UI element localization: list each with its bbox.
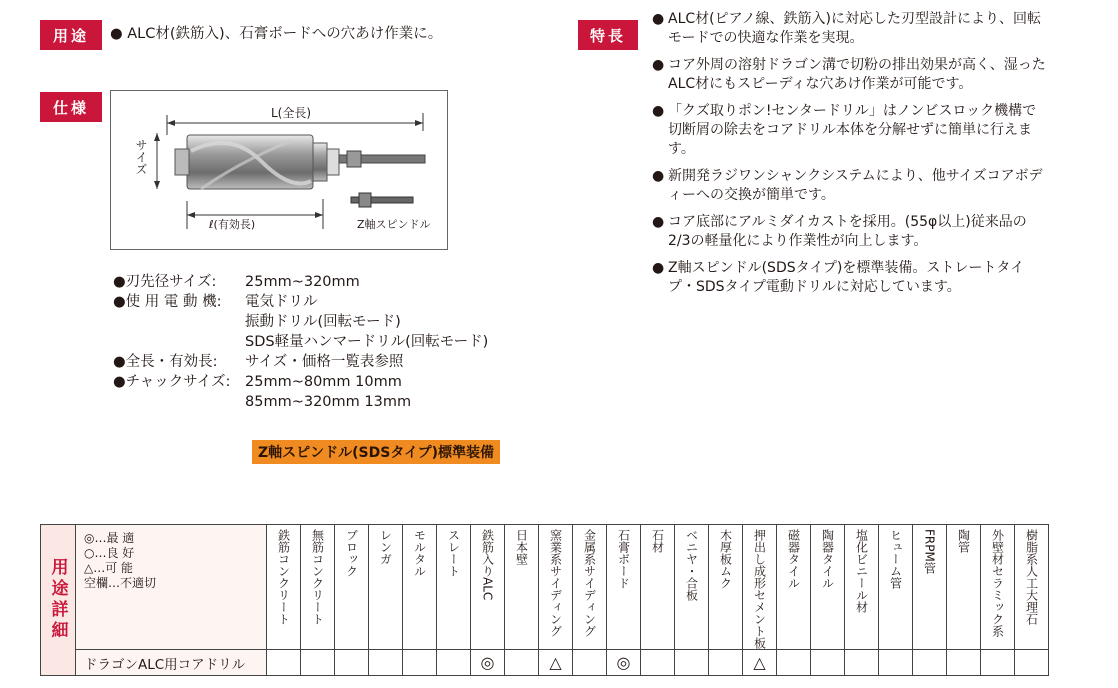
feature-item: ● Z軸スピンドル(SDSタイプ)を標準装備。ストレートタイプ・SDSタイプ電動ドリルに対応しています。: [652, 259, 1048, 297]
column-header: スレート: [437, 525, 471, 650]
feature-item: ● コア底部にアルミダイカストを採用。(55φ以上)従来品の2/3の軽量化により作業性が向上します。: [652, 213, 1048, 251]
usage-tag: 用途: [40, 20, 102, 50]
spindle-label: Z軸スピンドル: [357, 218, 431, 231]
size-label: サイズ: [134, 139, 148, 175]
usage-detail-label: 用途詳細: [41, 525, 76, 676]
mark-cell: [335, 650, 369, 676]
mark-cell: △: [743, 650, 777, 676]
column-header: ブロック: [335, 525, 369, 650]
spec-row: [113, 272, 488, 292]
effective-length-label: ℓ(有効長): [209, 218, 256, 231]
mark-cell: [437, 650, 471, 676]
column-header: 石材: [641, 525, 675, 650]
mark-cell: [403, 650, 437, 676]
mark-cell: [369, 650, 403, 676]
spec-label: ●チャックサイズ:: [113, 374, 231, 390]
mark-cell: [845, 650, 879, 676]
spec-label: ●刃先径サイズ:: [113, 274, 217, 290]
spec-list: [113, 272, 488, 412]
mark-cell: △: [539, 650, 573, 676]
product-figure: [110, 90, 448, 250]
table-row: [41, 650, 1049, 676]
column-header: モルタル: [403, 525, 437, 650]
mark-cell: [879, 650, 913, 676]
feature-item: ● ALC材(ピアノ線、鉄筋入)に対応した刃型設計により、回転モードでの快適な作業を実現。: [652, 10, 1048, 48]
spec-value: 25mm~320mm: [245, 274, 360, 290]
mark-cell: [777, 650, 811, 676]
total-length-label: L(全長): [271, 106, 312, 120]
column-header: ベニヤ・合板: [675, 525, 709, 650]
standard-equipment-badge: Z軸スピンドル(SDSタイプ)標準装備: [252, 440, 500, 464]
column-header: 磁器タイル: [777, 525, 811, 650]
spec-row: [113, 352, 488, 372]
feature-text: コア底部にアルミダイカストを採用。(55φ以上)従来品の2/3の軽量化により作業性が向上します。: [668, 214, 1027, 249]
spec-value: 25mm~80mm 10mm: [245, 374, 402, 390]
column-header: 金属系サイディング: [573, 525, 607, 650]
spec-tag: 仕様: [40, 92, 102, 122]
column-header: レンガ: [369, 525, 403, 650]
feature-item: ● 「クズ取りポン!センタードリル」はノンビスロック機構で切断屑の除去をコアドリル本体を分解せずに簡単に行えます。: [652, 102, 1048, 159]
feature-text: 新開発ラジワンシャンクシステムにより、他サイズコアボディーへの交換が簡単です。: [668, 168, 1043, 203]
legend: ◎…最 適 ○…良 好 △…可 能 空欄…不適切: [76, 525, 267, 650]
column-header: 鉄筋入りALC: [471, 525, 505, 650]
mark-cell: [709, 650, 743, 676]
spec-label: ●全長・有効長:: [113, 354, 218, 370]
column-header: ヒューム管: [879, 525, 913, 650]
feature-item: ● 新開発ラジワンシャンクシステムにより、他サイズコアボディーへの交換が簡単です。: [652, 167, 1048, 205]
spec-value: サイズ・価格一覧表参照: [245, 354, 404, 370]
spec-row: [113, 392, 488, 412]
column-header: 木厚板ムク: [709, 525, 743, 650]
mark-cell: [811, 650, 845, 676]
mark-cell: [267, 650, 301, 676]
column-header: 石膏ボード: [607, 525, 641, 650]
feature-text: ALC材(ピアノ線、鉄筋入)に対応した刃型設計により、回転モードでの快適な作業を実現。: [668, 11, 1041, 46]
column-header: 鉄筋コンクリート: [267, 525, 301, 650]
spec-row: [113, 312, 488, 332]
spec-value: 電気ドリル: [245, 294, 318, 310]
mark-cell: [981, 650, 1015, 676]
mark-cell: [641, 650, 675, 676]
mark-cell: [675, 650, 709, 676]
mark-cell: [301, 650, 335, 676]
column-header: 陶器タイル: [811, 525, 845, 650]
table-header-row: [41, 525, 1049, 650]
column-header: 日本壁: [505, 525, 539, 650]
spec-row: [113, 332, 488, 352]
mark-cell: [573, 650, 607, 676]
spec-value: SDS軽量ハンマードリル(回転モード): [245, 334, 489, 350]
mark-cell: [1015, 650, 1049, 676]
mark-cell: [947, 650, 981, 676]
feature-text: コア外周の溶射ドラゴン溝で切粉の排出効果が高く、湿ったALC材にもスピーディな穴あけ作業が可能です。: [668, 57, 1046, 92]
column-header: 無筋コンクリート: [301, 525, 335, 650]
feature-text: 「クズ取りポン!センタードリル」はノンビスロック機構で切断屑の除去をコアドリル本体を分解せずに簡単に行えます。: [668, 103, 1037, 157]
feature-item: ● コア外周の溶射ドラゴン溝で切粉の排出効果が高く、湿ったALC材にもスピーディな穴あけ作業が可能です。: [652, 56, 1048, 94]
column-header: 窯業系サイディング: [539, 525, 573, 650]
column-header: 外壁材セラミック系: [981, 525, 1015, 650]
column-header: 樹脂系人工大理石: [1015, 525, 1049, 650]
feature-text: Z軸スピンドル(SDSタイプ)を標準装備。ストレートタイプ・SDSタイプ電動ドリルに対応しています。: [668, 260, 1025, 295]
spec-row: [113, 372, 488, 392]
mark-cell: ◎: [471, 650, 505, 676]
spec-value: 85mm~320mm 13mm: [245, 394, 412, 410]
features-tag: 特長: [578, 20, 638, 50]
spec-value: 振動ドリル(回転モード): [245, 314, 401, 330]
mark-cell: ◎: [607, 650, 641, 676]
spec-row: [113, 292, 488, 312]
usage-detail-table: [40, 524, 1049, 676]
column-header: 陶管: [947, 525, 981, 650]
column-header: 塩化ビニール材: [845, 525, 879, 650]
product-name: ドラゴンALC用コアドリル: [76, 650, 267, 676]
feature-list: [652, 10, 1048, 297]
mark-cell: [505, 650, 539, 676]
spec-label: ●使 用 電 動 機:: [113, 294, 222, 310]
column-header: FRPM管: [913, 525, 947, 650]
usage-text: ● ALC材(鉄筋入)、石膏ボードへの穴あけ作業に。: [110, 26, 443, 42]
mark-cell: [913, 650, 947, 676]
column-header: 押出し成形セメント板: [743, 525, 777, 650]
